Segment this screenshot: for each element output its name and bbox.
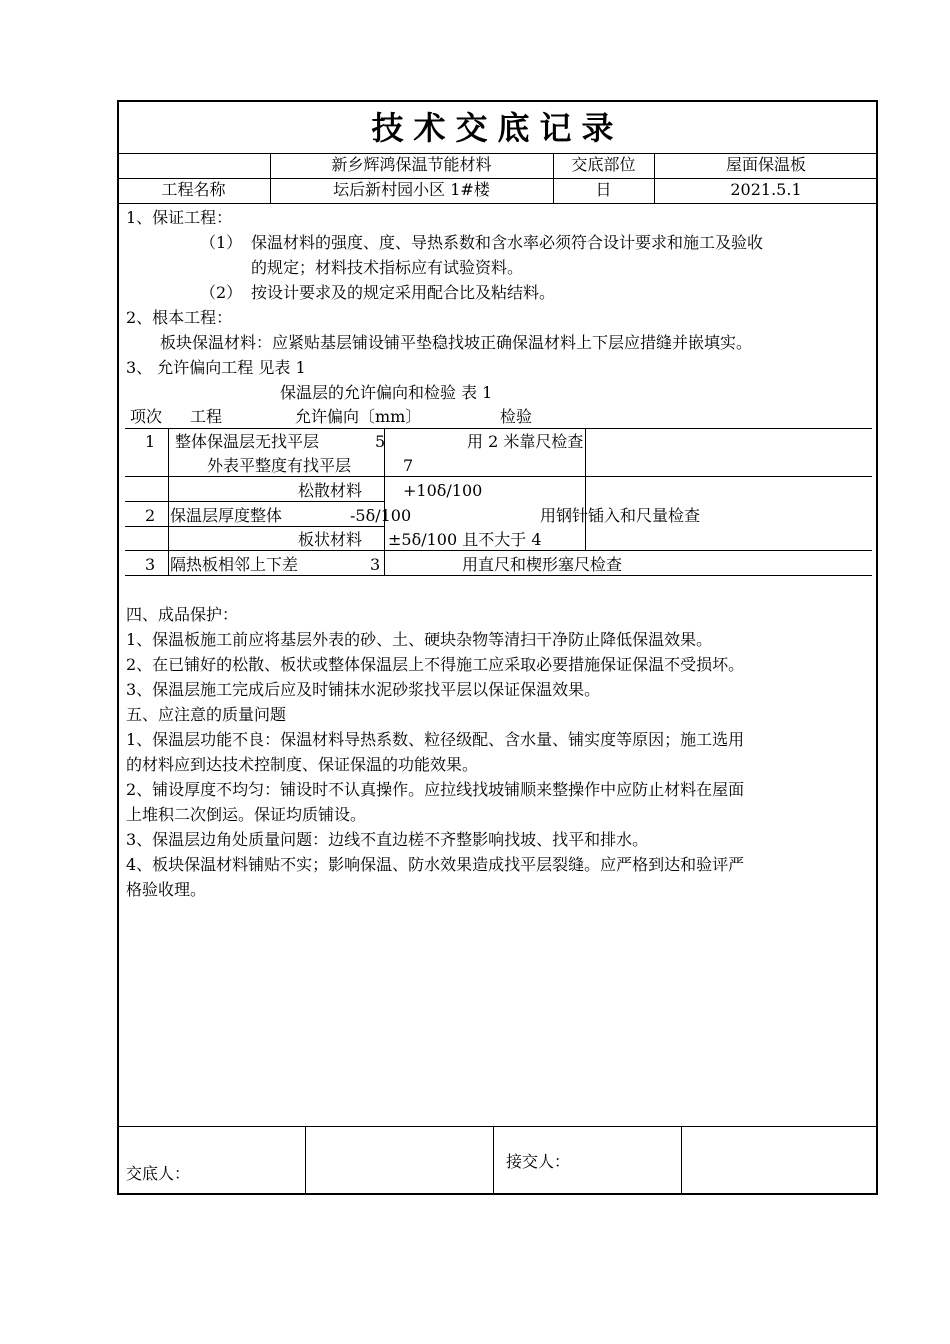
section5-p4a: 4、板块保温材料铺贴不实；影响保温、防水效果造成找平层裂缝。应严格到达和验评严 <box>126 855 745 874</box>
section4-p3: 3、保温层施工完成后应及时铺抹水泥砂浆找平层以保证保温效果。 <box>126 680 601 699</box>
section5-heading: 五、应注意的质量问题 <box>126 705 287 724</box>
row2c-value: ±5δ/100 且不大于 4 <box>388 530 542 549</box>
section3-heading: 3、 允许偏向工程 见表 1 <box>126 358 306 377</box>
row3-no: 3 <box>145 555 156 574</box>
section2-text: 板块保温材料：应紧贴基层铺设铺平垫稳找坡正确保温材料上下层应措缝并嵌填实。 <box>160 333 753 352</box>
table-caption: 保温层的允许偏向和检验 表 1 <box>280 383 493 402</box>
section2-heading: 2、根本工程： <box>126 308 233 327</box>
header-line-bottom <box>117 203 878 204</box>
row1b-value: 7 <box>403 456 414 475</box>
row1-check: 用 2 米靠尺检查 <box>467 432 584 451</box>
section5-p2a: 2、铺设厚度不均匀：铺设时不认真操作。应拉线找坡铺顺来整操作中应防止材料在屋面 <box>126 780 745 799</box>
section1-heading: 1、保证工程： <box>126 208 233 227</box>
footer-vline-2 <box>493 1126 494 1195</box>
row1-value: 5 <box>375 432 386 451</box>
row1-no: 1 <box>145 432 156 451</box>
col-header-tolerance: 允许偏向〔mm〕 <box>295 407 422 426</box>
footer-vline-1 <box>305 1126 306 1195</box>
section1-item1-num: （1） <box>200 233 243 252</box>
giver-label: 交底人： <box>126 1164 191 1183</box>
table-vline-1 <box>168 428 169 575</box>
table-line-5 <box>125 550 872 551</box>
header-line-mid <box>117 178 878 179</box>
date-label: 日 <box>595 180 612 199</box>
row2-check: 用钢针锸入和尺量检查 <box>540 506 701 525</box>
row1b-item: 外表平整度有找平层 <box>207 456 352 475</box>
footer-vline-3 <box>681 1126 682 1195</box>
section4-p1: 1、保温板施工前应将基层外表的砂、土、硬块杂物等清扫干净防止降低保温效果。 <box>126 630 713 649</box>
col-header-item: 工程 <box>190 407 223 426</box>
footer-line <box>117 1126 878 1127</box>
row2-value: -5δ/100 <box>350 506 412 525</box>
section4-p2: 2、在已铺好的松散、板状或整体保温层上不得施工应采取必要措施保证保温不受损坏。 <box>126 655 745 674</box>
section1-item2-num: （2） <box>200 283 243 302</box>
table-line-6 <box>125 575 872 576</box>
table-line-3 <box>125 501 385 502</box>
section1-item2-text: 按设计要求及的规定采用配合比及粘结料。 <box>251 283 556 302</box>
project-value: 坛后新村园小区 1#楼 <box>333 180 490 199</box>
header-line-top <box>117 153 878 154</box>
row2-no: 2 <box>145 506 156 525</box>
part-label: 交底部位 <box>571 155 636 174</box>
unit-name: 新乡辉鸿保温节能材料 <box>331 155 492 174</box>
receiver-label: 接交人： <box>506 1152 571 1171</box>
row3-check: 用直尺和楔形塞尺检查 <box>462 555 623 574</box>
section4-heading: 四、成品保护： <box>126 605 239 624</box>
document-title: 技术交底记录 <box>371 109 624 147</box>
row2-item: 保温层厚度整体 <box>170 506 283 525</box>
date-value: 2021.5.1 <box>730 180 802 199</box>
section5-p2b: 上堆积二次倒运。保证均质铺设。 <box>126 805 367 824</box>
row2a-item: 松散材料 <box>298 481 363 500</box>
row3-item: 隔热板相邻上下差 <box>170 555 299 574</box>
project-label: 工程名称 <box>161 180 226 199</box>
section5-p3: 3、保温层边角处质量问题：边线不直边槎不齐整影响找坡、找平和排水。 <box>126 830 649 849</box>
section1-item1-line2: 的规定；材料技术指标应有试验资料。 <box>251 258 524 277</box>
section5-p4b: 格验收理。 <box>126 880 207 899</box>
row3-value: 3 <box>370 555 381 574</box>
table-vline-3 <box>585 428 586 550</box>
row1-item: 整体保温层无找平层 <box>175 432 320 451</box>
section1-item1-line1: 保温材料的强度、度、导热系数和含水率必须符合设计要求和施工及验收 <box>251 233 764 252</box>
row2c-item: 板状材料 <box>298 530 363 549</box>
section5-p1a: 1、保温层功能不良：保温材料导热系数、粒径级配、含水量、铺实度等原因；施工选用 <box>126 730 745 749</box>
section5-p1b: 的材料应到达技术控制度、保证保温的功能效果。 <box>126 755 479 774</box>
row2a-value: +10δ/100 <box>403 481 483 500</box>
col-header-no: 项次 <box>130 407 163 426</box>
table-line-1 <box>125 428 872 429</box>
table-line-4 <box>125 526 385 527</box>
table-line-2 <box>125 476 872 477</box>
col-header-check: 检验 <box>500 407 533 426</box>
part-value: 屋面保温板 <box>725 155 806 174</box>
